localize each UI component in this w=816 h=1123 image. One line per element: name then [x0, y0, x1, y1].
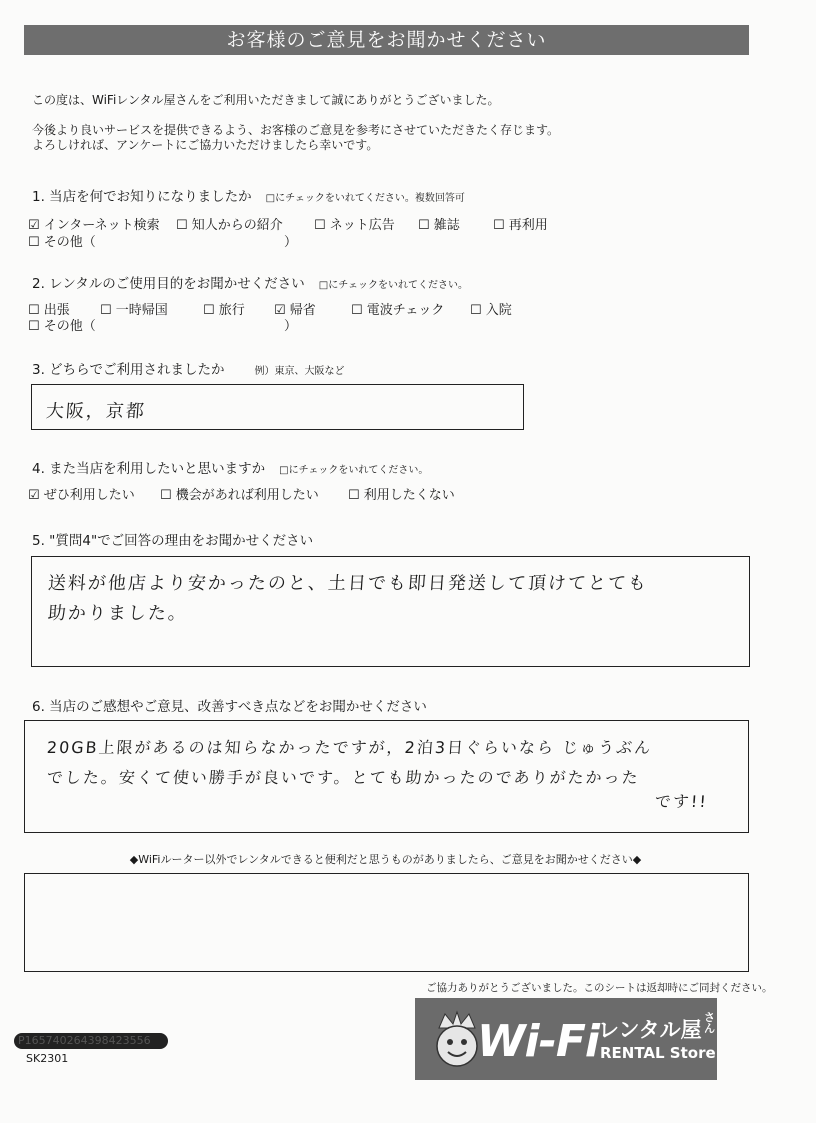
q1-other-close: ） — [284, 235, 298, 250]
q1-option-magazine[interactable] — [418, 214, 460, 233]
logo-wifi-text: Wi-Fi — [477, 1016, 600, 1067]
page-title: お客様のご意見をお聞かせください — [24, 25, 749, 55]
q1-option-label: 再利用 — [508, 218, 548, 233]
q5-answer-line-2: 助かりました。 — [47, 603, 189, 624]
q2-option-temp-return[interactable] — [100, 299, 168, 318]
q1-heading — [32, 185, 465, 205]
footer-thanks: ご協力ありがとうございました。このシートは返却時にご同封ください。 — [426, 982, 773, 994]
checkbox[interactable]: ☐ — [470, 303, 482, 318]
intro-line-1: この度は、WiFiレンタル屋さんをご利用いただきまして誠にありがとうございました。 — [32, 93, 500, 107]
q4-heading — [32, 457, 428, 477]
logo-rental-jp: レンタル屋 — [598, 1018, 702, 1042]
checkbox[interactable]: ☐ — [493, 218, 505, 233]
q5-answer-line-1: 送料が他店より安かったのと、土日でも即日発送して頂けてとても — [47, 573, 649, 594]
q6-answer-line-1: 20GB上限があるのは知らなかったですが，2泊3日ぐらいなら じゅうぶん — [46, 738, 653, 757]
q6-heading: 6. 当店のご感想やご意見、改善すべき点などをお聞かせください — [32, 699, 427, 715]
q2-option-label: 帰省 — [289, 303, 316, 318]
q4-option-label: ぜひ利用したい — [43, 488, 135, 503]
q3-note: 例）東京、大阪など — [254, 366, 345, 377]
q2-heading — [32, 272, 468, 292]
q2-heading-text: 2. レンタルのご使用目的をお聞かせください — [32, 276, 305, 292]
q1-option-label: 雑誌 — [433, 218, 460, 233]
q4-option-label: 機会があれば利用したい — [175, 488, 319, 503]
q5-answer-box[interactable] — [31, 556, 750, 667]
q4-option-no[interactable] — [348, 484, 455, 503]
q1-heading-text: 1. 当店を何でお知りになりましたか — [32, 189, 252, 205]
checkbox[interactable]: ☐ — [314, 218, 326, 233]
q1-note: □にチェックをいれてください。複数回答可 — [265, 193, 465, 204]
checkbox[interactable]: ☐ — [28, 235, 40, 250]
intro-line-3: よろしければ、アンケートにご協力いただけましたら幸いです。 — [32, 138, 379, 152]
q4-option-definitely[interactable] — [28, 484, 135, 503]
q2-other-close: ） — [284, 319, 298, 334]
logo-rental-store: RENTAL Store — [600, 1044, 716, 1062]
q1-other-label: その他（ — [43, 235, 96, 250]
crown-mascot-icon — [431, 1010, 483, 1070]
sheet-code: SK2301 — [26, 1052, 69, 1065]
q1-option-ad[interactable] — [314, 214, 395, 233]
q3-answer-text: 大阪，京都 — [45, 401, 147, 422]
checkbox[interactable]: ☐ — [203, 303, 215, 318]
q2-option-label: 電波チェック — [366, 303, 445, 318]
intro-line-2: 今後より良いサービスを提供できるよう、お客様のご意見を参考にさせていただきたく存じます。 — [32, 123, 560, 137]
checkbox[interactable]: ☐ — [418, 218, 430, 233]
q3-heading-text: 3. どちらでご利用されましたか — [32, 362, 225, 378]
checkbox-checked[interactable]: ☑ — [274, 303, 286, 318]
checkbox[interactable]: ☐ — [160, 488, 172, 503]
checkbox[interactable]: ☐ — [348, 488, 360, 503]
q3-heading — [32, 358, 345, 378]
checkbox[interactable]: ☐ — [28, 319, 40, 334]
q2-option-label: 一時帰国 — [115, 303, 168, 318]
q4-note: □にチェックをいれてください。 — [279, 465, 429, 476]
q6-answer-box[interactable] — [24, 720, 749, 833]
q2-other-label: その他（ — [43, 319, 96, 334]
q6-answer-line-3: です!! — [654, 792, 709, 811]
q2-option-label: 出張 — [43, 303, 70, 318]
q4-option-label: 利用したくない — [363, 488, 455, 503]
store-logo — [415, 998, 717, 1080]
q1-option-label: ネット広告 — [329, 218, 395, 233]
q1-option-label: 知人からの紹介 — [191, 218, 283, 233]
q1-option-other[interactable] — [28, 231, 96, 250]
logo-san: さん — [704, 1011, 715, 1035]
q1-option-reuse[interactable] — [493, 214, 548, 233]
q7-answer-box[interactable] — [24, 873, 749, 972]
q2-option-hospital[interactable] — [470, 299, 512, 318]
q2-option-label: 旅行 — [218, 303, 245, 318]
q6-answer-line-2: でした。安くて使い勝手が良いです。とても助かったのでありがたかった — [46, 768, 641, 787]
q1-option-label: インターネット検索 — [43, 218, 160, 233]
q3-answer-box[interactable] — [31, 384, 524, 430]
redacted-code: P165740264398423556 — [14, 1033, 168, 1049]
checkbox[interactable]: ☐ — [28, 303, 40, 318]
q4-heading-text: 4. また当店を利用したいと思いますか — [32, 461, 266, 477]
q2-note: □にチェックをいれてください。 — [318, 280, 468, 291]
checkbox-checked[interactable]: ☑ — [28, 488, 40, 503]
q1-option-referral[interactable] — [176, 214, 283, 233]
q2-option-signal-check[interactable] — [351, 299, 444, 318]
checkbox[interactable]: ☐ — [351, 303, 363, 318]
q2-option-other[interactable] — [28, 315, 96, 334]
checkbox-checked[interactable]: ☑ — [28, 218, 40, 233]
checkbox[interactable]: ☐ — [176, 218, 188, 233]
checkbox[interactable]: ☐ — [100, 303, 112, 318]
q2-option-travel[interactable] — [203, 299, 245, 318]
q5-heading: 5. "質問4"でご回答の理由をお聞かせください — [32, 533, 314, 549]
q4-option-if-chance[interactable] — [160, 484, 319, 503]
q7-heading: ◆WiFiルーター以外でレンタルできると便利だと思うものがありましたら、ご意見をお聞かせください◆ — [129, 853, 642, 866]
q2-option-label: 入院 — [485, 303, 512, 318]
